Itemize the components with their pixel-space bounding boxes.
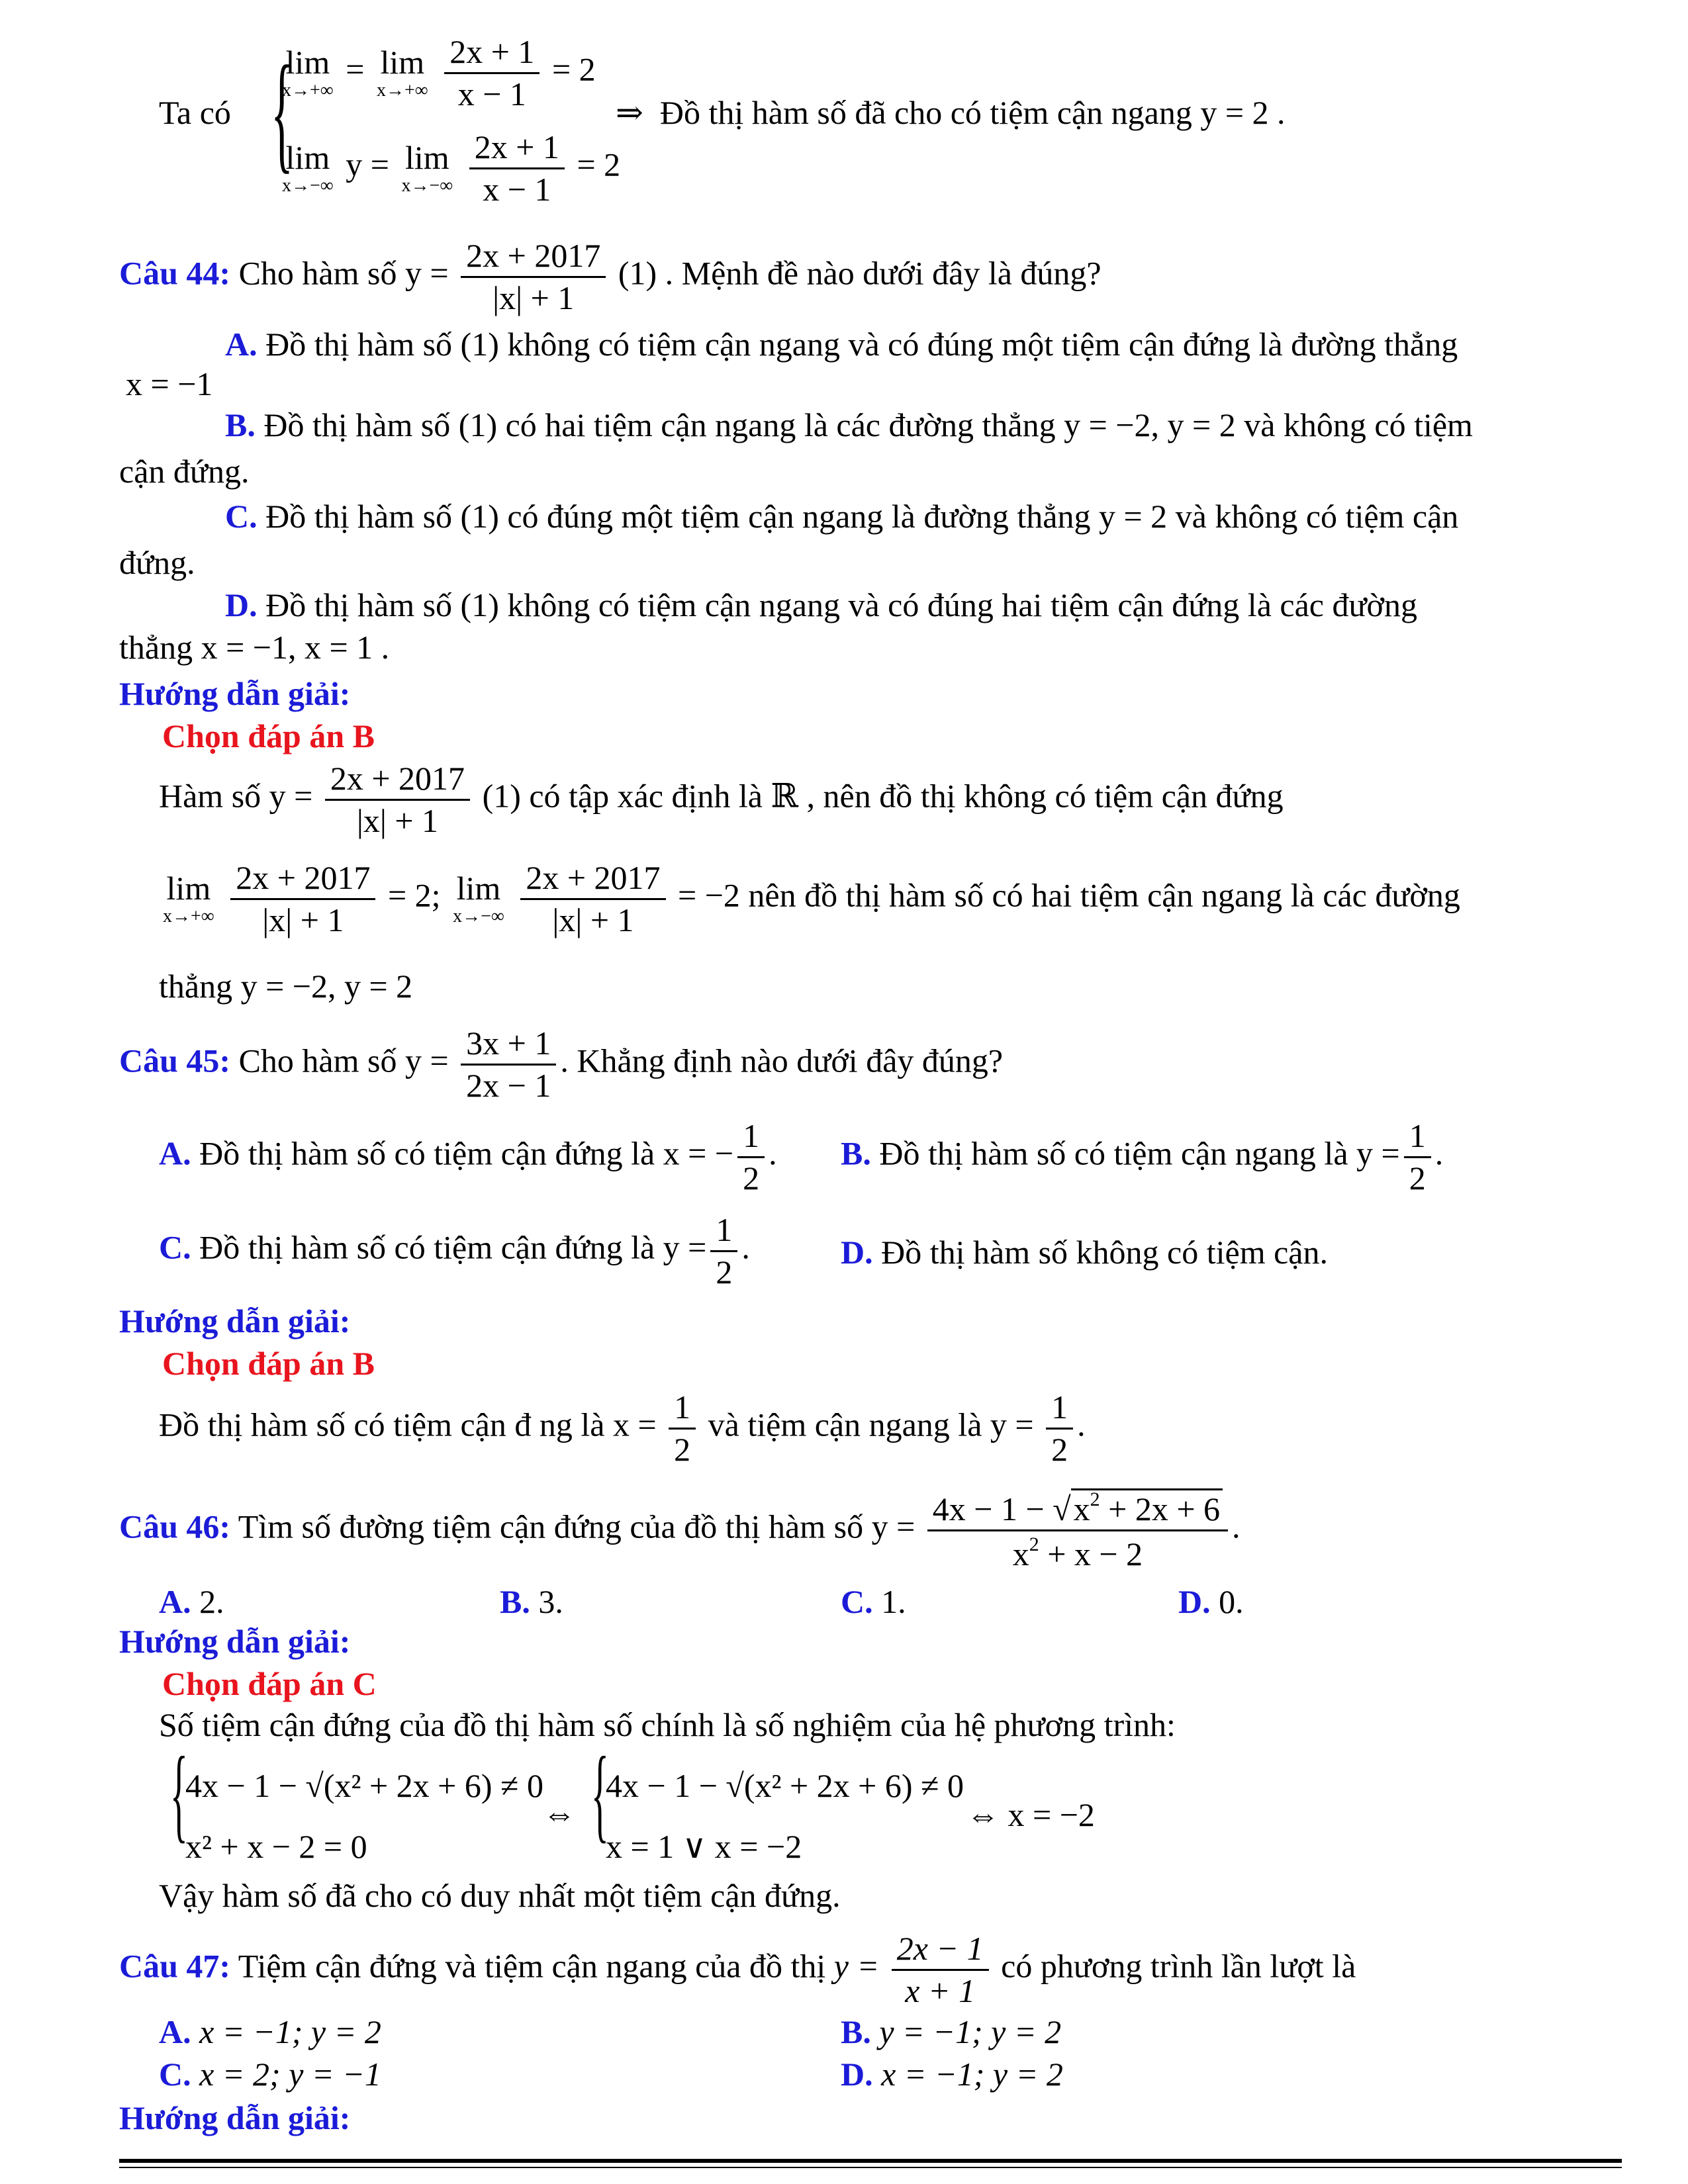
q47-option-b: B. y = −1; y = 2 bbox=[841, 2013, 1062, 2050]
q44-guide-heading: Hướng dẫn giải: bbox=[119, 675, 351, 712]
q45-solution: Đồ thị hàm số có tiệm cận đ ng là x = $\frac{1}{2}$ và tiệm cận ngang là y = $\frac{1}{2}$ . bbox=[159, 1388, 1086, 1468]
q44-answer: Chọn đáp án B bbox=[162, 717, 375, 754]
q44-option-c: C. Đồ thị hàm số (1) có đúng một tiệm cận ngang là đường thẳng y = 2 và không có tiệm cận bbox=[225, 498, 1459, 535]
q46-system-1-brace: { bbox=[169, 1735, 188, 1852]
q46-system-2-row-1: 4x − 1 − √(x² + 2x + 6) ≠ 0 bbox=[606, 1767, 964, 1804]
q44-question: Câu 44: Cho hàm số y = $\frac{2x + 2017}{|x| + 1}$ (1) . Mệnh đề nào dưới đây là đúng? bbox=[119, 237, 1102, 316]
q46-system-1-row-2: x² + x − 2 = 0 bbox=[185, 1828, 367, 1865]
q46-question: Câu 46: Tìm số đường tiệm cận đứng của đồ thị hàm số y = $\frac{4x - 1 - √x^2 + 2x + 6}{x^2 + x - 2}$ . bbox=[119, 1488, 1241, 1572]
footer-rule-thin bbox=[119, 2167, 1622, 2168]
q46-answer: Chọn đáp án C bbox=[162, 1665, 377, 1702]
q46-solution-1: Số tiệm cận đứng của đồ thị hàm số chính là số nghiệm của hệ phương trình: bbox=[159, 1706, 1176, 1743]
q44-option-b: B. Đồ thị hàm số (1) có hai tiệm cận ngang là các đường thẳng y = −2, y = 2 và không có tiệm bbox=[225, 406, 1473, 443]
q46-option-a: A. 2. bbox=[159, 1583, 224, 1620]
intro-prefix: Ta có bbox=[159, 94, 231, 131]
q44-option-c-cont: đứng. bbox=[119, 544, 195, 581]
q46-option-b: B. 3. bbox=[500, 1583, 563, 1620]
q46-result: ⇔ x = −2 bbox=[966, 1796, 1095, 1833]
q45-option-c: C. Đồ thị hàm số có tiệm cận đứng là y = $\frac{1}{2}$ . bbox=[159, 1211, 750, 1291]
intro-conclusion: ⇒ Đồ thị hàm số đã cho có tiệm cận ngang y = 2 . bbox=[616, 94, 1286, 131]
q47-question: Câu 47: Tiệm cận đứng và tiệm cận ngang của đồ thị y = $\frac{2x - 1}{x + 1}$ có phương trình lần lượt là bbox=[119, 1930, 1356, 2009]
q44-solution-2: lim x→+∞ $\frac{2x + 2017}{|x| + 1}$ = 2; lim x→−∞ $\frac{2x + 2017}{|x| + 1}$ = −2 nên đồ thị hàm số có hai tiệm cận ngang là các đường bbox=[163, 859, 1460, 938]
q47-option-c: C. x = 2; y = −1 bbox=[159, 2056, 381, 2093]
q44-option-a-cont: x = −1 bbox=[126, 365, 213, 402]
q44-option-b-cont: cận đứng. bbox=[119, 453, 250, 490]
intro-brace: { bbox=[271, 39, 293, 185]
q47-option-a: A. x = −1; y = 2 bbox=[159, 2013, 381, 2050]
q47-option-d: D. x = −1; y = 2 bbox=[841, 2056, 1063, 2093]
intro-row-2: lim x→−∞ y = lim x→−∞ $\frac{2x + 1}{x - 1}$ = 2 bbox=[282, 128, 621, 208]
q46-guide-heading: Hướng dẫn giải: bbox=[119, 1623, 351, 1660]
q45-option-d: D. Đồ thị hàm số không có tiệm cận. bbox=[841, 1234, 1328, 1271]
q45-answer: Chọn đáp án B bbox=[162, 1345, 375, 1382]
q45-guide-heading: Hướng dẫn giải: bbox=[119, 1302, 351, 1340]
q46-system-2-row-2: x = 1 ∨ x = −2 bbox=[606, 1828, 802, 1865]
footer-rule-thick bbox=[119, 2159, 1622, 2163]
q46-equiv: ⇔ bbox=[543, 1795, 576, 1832]
q46-option-c: C. 1. bbox=[841, 1583, 906, 1620]
q46-system-2-brace: { bbox=[590, 1735, 609, 1852]
q44-option-d-cont: thẳng x = −1, x = 1 . bbox=[119, 629, 390, 666]
q46-system-1-row-1: 4x − 1 − √(x² + 2x + 6) ≠ 0 bbox=[185, 1767, 543, 1804]
q44-option-a: A. Đồ thị hàm số (1) không có tiệm cận ngang và có đúng một tiệm cận đứng là đường thẳng bbox=[225, 326, 1458, 363]
q44-solution-3: thẳng y = −2, y = 2 bbox=[159, 968, 413, 1005]
q45-option-b: B. Đồ thị hàm số có tiệm cận ngang là y = $\frac{1}{2}$ . bbox=[841, 1117, 1444, 1197]
q46-option-d: D. 0. bbox=[1178, 1583, 1244, 1620]
intro-row-1: lim x→+∞ = lim x→+∞ $\frac{2x + 1}{x - 1}$ = 2 bbox=[282, 33, 596, 113]
q44-solution-1: Hàm số y = $\frac{2x + 2017}{|x| + 1}$ (1) có tập xác định là ℝ , nên đồ thị không có tiệm cận đứng bbox=[159, 760, 1284, 839]
q45-question: Câu 45: Cho hàm số y = $\frac{3x + 1}{2x - 1}$ . Khẳng định nào dưới đây đúng? bbox=[119, 1024, 1004, 1104]
q47-guide-heading: Hướng dẫn giải: bbox=[119, 2099, 351, 2136]
q44-option-d: D. Đồ thị hàm số (1) không có tiệm cận ngang và có đúng hai tiệm cận đứng là các đường bbox=[225, 586, 1418, 623]
q46-solution-2: Vậy hàm số đã cho có duy nhất một tiệm cận đứng. bbox=[159, 1877, 841, 1914]
q45-option-a: A. Đồ thị hàm số có tiệm cận đứng là x = − $\frac{1}{2}$ . bbox=[159, 1117, 777, 1197]
